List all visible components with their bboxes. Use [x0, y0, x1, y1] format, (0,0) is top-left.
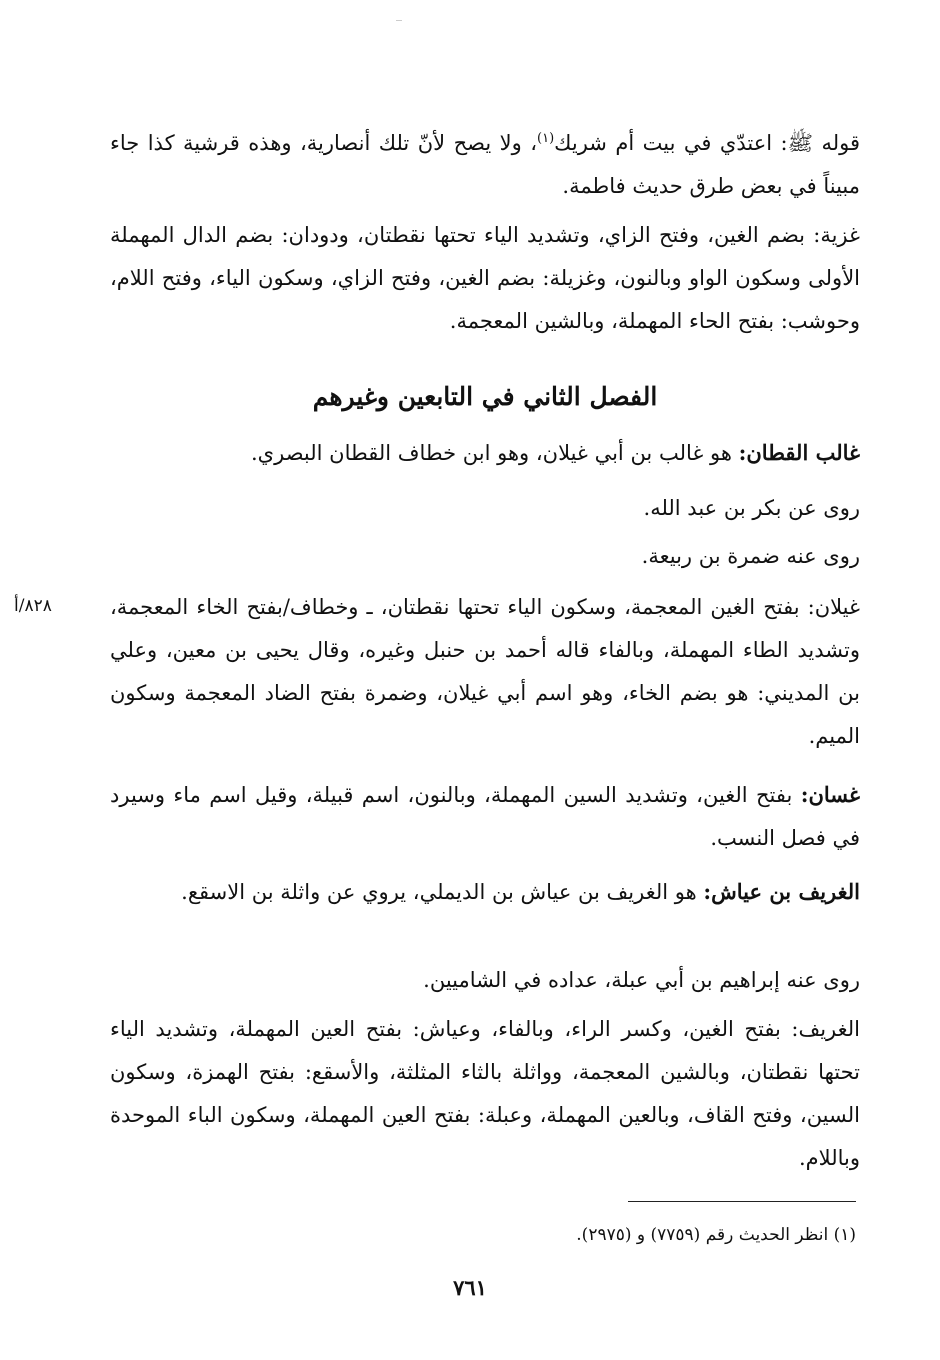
footnote: (١) انظر الحديث رقم (٧٧٥٩) و (٢٩٧٥).	[576, 1225, 856, 1245]
entry-term: الغريف بن عياش:	[703, 879, 860, 904]
narration-line: روى عنه ضمرة بن ربيعة.	[641, 544, 860, 568]
entry-al-ghurayf	[110, 870, 860, 914]
paragraph-umm-sharik	[110, 122, 860, 208]
manuscript-folio-marker: ٨٢٨/أ	[14, 596, 52, 616]
page-number: ٧٦١	[453, 1275, 487, 1300]
paragraph-al-ghurayf: الغريف: بفتح الغين، وكسر الراء، وبالفاء، وعياش: بفتح العين المهملة، وتشديد الياء تحتها نقطتان، وبالشين المعجمة، وواثلة بالثاء المثلثة، والأسقع: بفتح الهمزة، وسكون السين، وفتح القاف، وبالعين المهملة، وعبلة: بفتح العين المهملة، وسكون الباء الموحدة وباللام.	[110, 1017, 860, 1170]
paragraph-text: قوله ﷺ: اعتدّي في بيت أم شريك	[554, 131, 860, 155]
entry-text: هو غالب بن أبي غيلان، وهو ابن خطاف القطان البصري.	[251, 441, 739, 465]
paragraph-ghazya: غزية: بضم الغين، وفتح الزاي، وتشديد الياء تحتها نقطتان، ودودان: بضم الدال المهملة الأولى وسكون الواو وبالنون، وغزيلة: بضم الغين، وفتح الزاي، وسكون الياء، وفتح اللام، وحوشب: بفتح الحاء المهملة، وبالشين المعجمة.	[110, 223, 860, 333]
paragraph-ghaylan: غيلان: بفتح الغين المعجمة، وسكون الياء تحتها نقطتان، ـ وخطاف/بفتح الخاء المعجمة، وتشديد الطاء المهملة، وبالفاء قاله أحمد بن حنبل وغيره، وقال يحيى بن معين، وعلي بن المديني: هو بضم الخاء، وهو اسم أبي غيلان، وضمرة بفتح الضاد المعجمة وسكون الميم.	[110, 595, 860, 748]
narration-line: روى عن بكر بن عبد الله.	[643, 496, 860, 520]
entry-term: غالب القطان:	[738, 440, 860, 465]
section-heading: الفصل الثاني في التابعين وغيرهم	[312, 382, 658, 411]
footnote-reference[interactable]: (١)	[537, 131, 555, 146]
narration-line: روى عنه إبراهيم بن أبي عبلة، عداده في الشاميين.	[423, 968, 860, 992]
paragraph-text: ، ولا يصح لأنّ تلك أنصارية، وهذه قرشية كذا جاء مبيناً في بعض طرق حديث فاطمة.	[110, 131, 860, 198]
entry-term: غسان:	[800, 782, 860, 807]
entry-text: هو الغريف بن عياش بن الديملي، يروي عن واثلة بن الاسقع.	[181, 880, 704, 904]
entry-ghassan	[110, 773, 860, 860]
footnote-separator	[628, 1201, 856, 1202]
entry-ghalib-al-qattan	[110, 431, 860, 475]
scan-mark	[396, 20, 402, 21]
entry-text: بفتح الغين، وتشديد السين المهملة، وبالنون، اسم قبيلة، وقيل اسم ماء وسيرد في فصل النسب.	[110, 783, 860, 850]
